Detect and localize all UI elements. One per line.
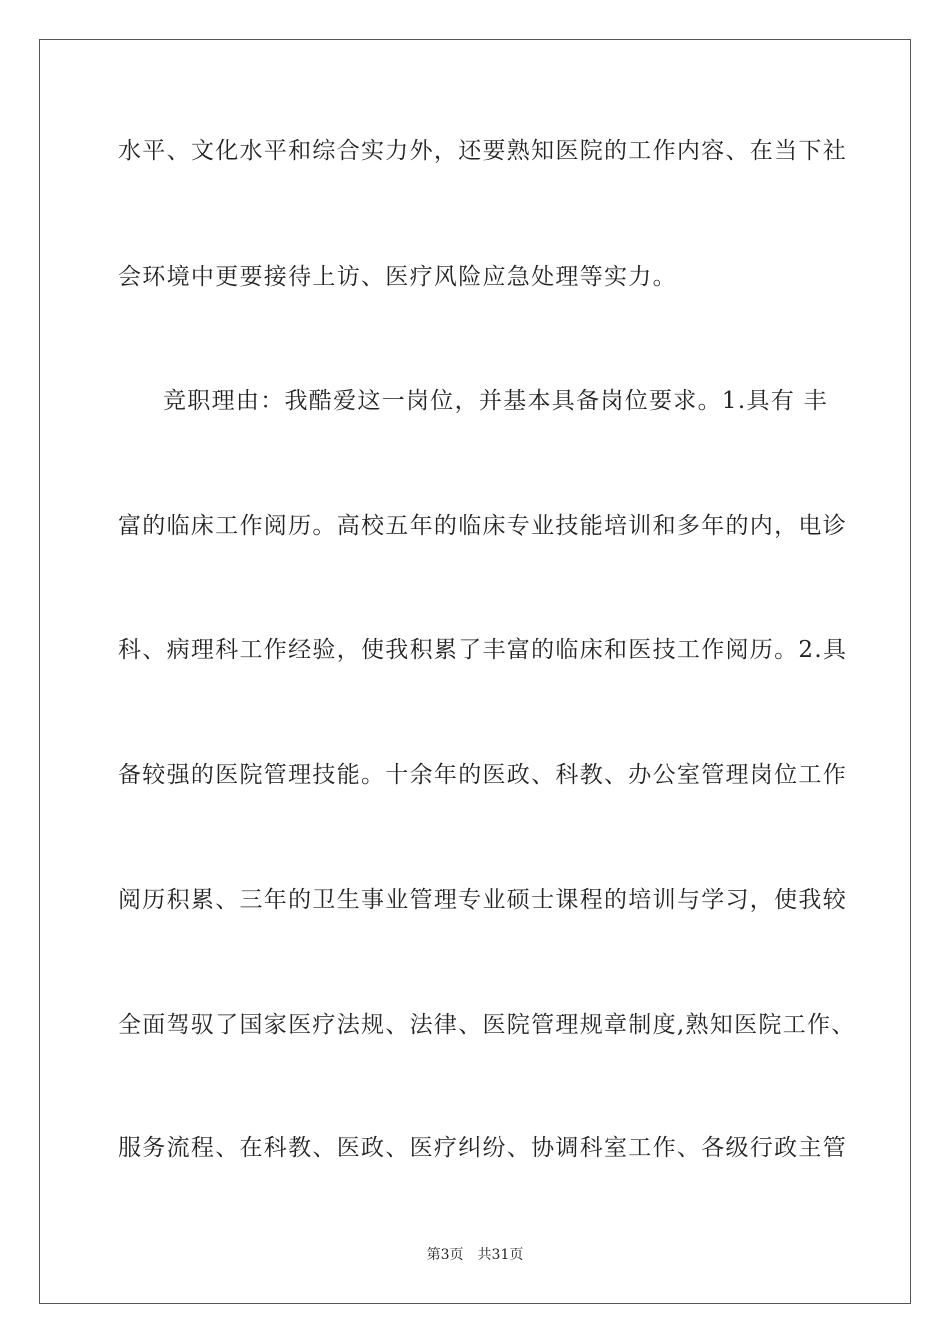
body-text-line: 服务流程、在科教、医政、医疗纠纷、协调科室工作、各级行政主管 — [118, 1135, 847, 1161]
page-border — [39, 39, 911, 1304]
body-text-line: 全面驾驭了国家医疗法规、法律、医院管理规章制度,熟知医院工作、 — [118, 1012, 856, 1038]
body-text-line: 会环境中更要接待上访、医疗风险应急处理等实力。 — [118, 264, 677, 290]
page-number: 第3页 — [426, 1247, 464, 1263]
body-text-line: 水平、文化水平和综合实力外，还要熟知医院的工作内容、在当下社 — [118, 138, 847, 164]
page-total: 共31页 — [477, 1247, 524, 1263]
body-text-line: 阅历积累、三年的卫生事业管理专业硕士课程的培训与学习，使我较 — [118, 887, 847, 913]
body-text-line: 科、病理科工作经验，使我积累了丰富的临床和医技工作阅历。2.具 — [118, 637, 848, 663]
page-footer — [0, 1246, 950, 1264]
body-text-line: 富的临床工作阅历。高校五年的临床专业技能培训和多年的内，电诊 — [118, 513, 847, 539]
body-text-line: 竞职理由：我酷爱这一岗位，并基本具备岗位要求。1.具有 丰 — [163, 388, 828, 414]
body-text-line: 备较强的医院管理技能。十余年的医政、科教、办公室管理岗位工作 — [118, 762, 847, 788]
